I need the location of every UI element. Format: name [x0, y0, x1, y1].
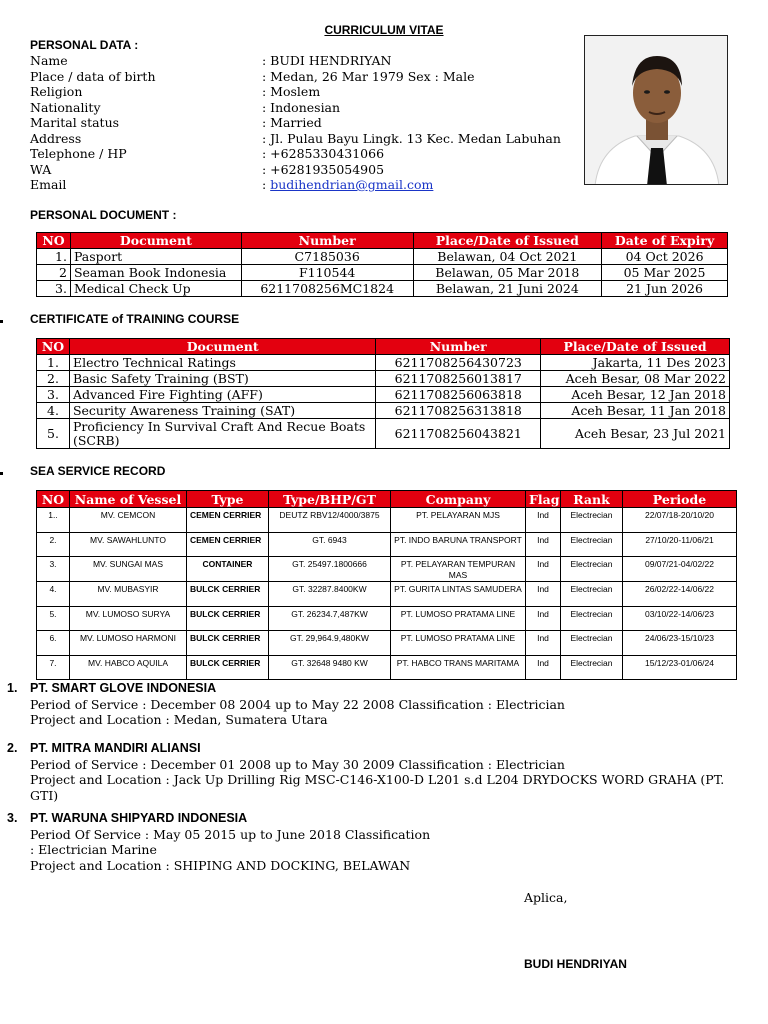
table-row	[37, 355, 730, 371]
personal-document-heading: PERSONAL DOCUMENT :	[30, 208, 177, 222]
table-row	[37, 265, 728, 281]
table-cell: 2.	[37, 371, 70, 387]
table-cell: MV. MUBASYIR	[70, 582, 187, 607]
table-cell: 22/07/18-20/10/20	[623, 508, 737, 533]
table-cell: BULCK CERRIER	[187, 582, 269, 607]
experience-detail: GTI)	[30, 787, 59, 803]
table-row	[37, 387, 730, 403]
sea-service-heading: SEA SERVICE RECORD	[30, 464, 166, 478]
column-header: Document	[70, 233, 241, 249]
table-cell: Aceh Besar, 12 Jan 2018	[541, 387, 730, 403]
table-cell: 1..	[37, 508, 70, 533]
profile-photo	[584, 35, 728, 185]
table-cell: Ind	[526, 631, 561, 656]
table-cell: GT. 25497.1800666	[269, 557, 391, 582]
table-cell: GT. 32648 9480 KW	[269, 655, 391, 680]
table-cell: CEMEN CERRIER	[187, 508, 269, 533]
table-cell: MV. CEMCON	[70, 508, 187, 533]
table-row	[37, 606, 737, 631]
table-cell: 6.	[37, 631, 70, 656]
email-link[interactable]: budihendrian@gmail.com	[270, 177, 434, 192]
field-value: : BUDI HENDRIYAN	[262, 53, 392, 68]
field-value: : Moslem	[262, 84, 321, 99]
table-cell: PT. GURITA LINTAS SAMUDERA	[391, 582, 526, 607]
experience-company: PT. WARUNA SHIPYARD INDONESIA	[30, 811, 248, 825]
table-cell: Basic Safety Training (BST)	[69, 371, 375, 387]
table-cell: MV. SUNGAI MAS	[70, 557, 187, 582]
field-value: : Medan, 26 Mar 1979 Sex : Male	[262, 68, 475, 84]
column-header: Rank	[561, 491, 623, 508]
table-cell: 04 Oct 2026	[602, 249, 728, 265]
column-header: Flag	[526, 491, 561, 508]
experience-detail: Project and Location : SHIPING AND DOCKING, BELAWAN	[30, 857, 411, 873]
training-table	[36, 338, 730, 449]
training-heading: CERTIFICATE of TRAINING COURSE	[30, 312, 240, 326]
table-cell: Security Awareness Training (SAT)	[69, 403, 375, 419]
experience-number: 2.	[7, 741, 18, 755]
table-row	[37, 281, 728, 297]
table-cell: C7185036	[241, 249, 413, 265]
table-cell: Aceh Besar, 08 Mar 2022	[541, 371, 730, 387]
table-cell: Electro Technical Ratings	[69, 355, 375, 371]
table-cell: MV. LUMOSO SURYA	[70, 606, 187, 631]
table-cell: Ind	[526, 508, 561, 533]
table-row	[37, 655, 737, 680]
table-cell: PT. LUMOSO PRATAMA LINE	[391, 631, 526, 656]
experience-detail: : Electrician Marine	[30, 842, 157, 857]
email-prefix: :	[262, 177, 271, 192]
table-cell: Ind	[526, 606, 561, 631]
table-cell: CONTAINER	[187, 557, 269, 582]
table-cell: 24/06/23-15/10/23	[623, 631, 737, 656]
table-cell: Belawan, 05 Mar 2018	[413, 265, 602, 281]
table-cell: Electrecian	[561, 508, 623, 533]
column-header: Place/Date of Issued	[413, 233, 602, 249]
experience-number: 1.	[7, 681, 18, 695]
table-cell: PT. LUMOSO PRATAMA LINE	[391, 606, 526, 631]
table-cell: 03/10/22-14/06/23	[623, 606, 737, 631]
table-cell: Jakarta, 11 Des 2023	[541, 355, 730, 371]
experience-detail: Period of Service : December 08 2004 up to May 22 2008 Classification : Electrician	[30, 696, 565, 712]
column-header: Number	[241, 233, 413, 249]
table-cell: MV. SAWAHLUNTO	[70, 532, 187, 557]
field-label: Marital status	[30, 115, 120, 130]
table-cell: Electrecian	[561, 582, 623, 607]
experience-number: 3.	[7, 811, 18, 825]
field-value: : +6281935054905	[262, 161, 385, 177]
table-cell: 3.	[37, 557, 70, 582]
column-header: Company	[391, 491, 526, 508]
column-header: NO	[37, 233, 71, 249]
table-cell: PT. HABCO TRANS MARITAMA	[391, 655, 526, 680]
column-header: Name of Vessel	[70, 491, 187, 508]
table-cell: 6211708256063818	[376, 387, 541, 403]
column-header: Date of Expiry	[602, 233, 728, 249]
table-cell: Electrecian	[561, 557, 623, 582]
table-cell: 27/10/20-11/06/21	[623, 532, 737, 557]
experience-company: PT. MITRA MANDIRI ALIANSI	[30, 741, 201, 755]
personal-document-table	[36, 232, 728, 297]
table-cell: Ind	[526, 655, 561, 680]
experience-detail: Project and Location : Medan, Sumatera Utara	[30, 712, 328, 727]
table-row	[37, 403, 730, 419]
table-cell: 05 Mar 2025	[602, 265, 728, 281]
table-cell: Medical Check Up	[70, 281, 241, 297]
experience-detail: Period Of Service : May 05 2015 up to June 2018 Classification	[30, 826, 431, 842]
table-cell: 21 Jun 2026	[602, 281, 728, 297]
table-cell: 5.	[37, 419, 70, 449]
table-row	[37, 532, 737, 557]
field-value: : Indonesian	[262, 99, 341, 115]
field-label: Telephone / HP	[30, 146, 127, 161]
table-cell: Aceh Besar, 23 Jul 2021	[541, 419, 730, 449]
table-cell: Pasport	[70, 249, 241, 265]
table-row	[37, 508, 737, 533]
table-row	[37, 249, 728, 265]
table-cell: Electrecian	[561, 606, 623, 631]
table-cell: Electrecian	[561, 532, 623, 557]
field-label: Nationality	[30, 99, 101, 115]
table-cell: CEMEN CERRIER	[187, 532, 269, 557]
email-label: Email	[30, 177, 67, 192]
person-photo-icon	[585, 36, 728, 185]
table-row	[37, 419, 730, 449]
table-cell: 2	[37, 265, 71, 281]
page-title: CURRICULUM VITAE	[324, 23, 444, 37]
field-label: Name	[30, 53, 68, 68]
table-cell: 1.	[37, 249, 71, 265]
bullet-dot	[0, 472, 3, 475]
table-cell: Electrecian	[561, 655, 623, 680]
table-row	[37, 631, 737, 656]
field-value: : Jl. Pulau Bayu Lingk. 13 Kec. Medan Labuhan	[262, 130, 561, 146]
field-label: Place / data of birth	[30, 68, 156, 84]
table-cell: Ind	[526, 532, 561, 557]
table-cell: 4.	[37, 582, 70, 607]
table-cell: BULCK CERRIER	[187, 655, 269, 680]
table-cell: Proficiency In Survival Craft And Recue Boats (SCRB)	[69, 419, 375, 449]
field-value: : +6285330431066	[262, 146, 385, 161]
table-cell: MV. LUMOSO HARMONI	[70, 631, 187, 656]
column-header: Type	[187, 491, 269, 508]
table-cell: MV. HABCO AQUILA	[70, 655, 187, 680]
table-cell: GT. 26234.7,487KW	[269, 606, 391, 631]
experience-detail: Project and Location : Jack Up Drilling Rig MSC-C146-X100-D L201 s.d L204 DRYDOCKS WORD GRAHA (PT.	[30, 772, 725, 787]
column-header: Periode	[623, 491, 737, 508]
table-cell: GT. 32287.8400KW	[269, 582, 391, 607]
experience-detail: Period of Service : December 01 2008 up to May 30 2009 Classification : Electrician	[30, 756, 565, 772]
table-cell: DEUTZ RBV12/4000/3875	[269, 508, 391, 533]
table-cell: 6211708256430723	[376, 355, 541, 371]
table-cell: GT. 29,964.9,480KW	[269, 631, 391, 656]
signature-name: BUDI HENDRIYAN	[524, 957, 627, 971]
table-cell: BULCK CERRIER	[187, 606, 269, 631]
table-cell: Belawan, 21 Juni 2024	[413, 281, 602, 297]
experience-company: PT. SMART GLOVE INDONESIA	[30, 681, 217, 695]
table-cell: 3.	[37, 281, 71, 297]
personal-data-heading: PERSONAL DATA :	[30, 38, 139, 52]
field-value: : Married	[262, 115, 322, 130]
table-cell: 6211708256013817	[376, 371, 541, 387]
table-cell: Aceh Besar, 11 Jan 2018	[541, 403, 730, 419]
field-label: WA	[30, 161, 52, 177]
column-header: NO	[37, 491, 70, 508]
sea-service-table	[36, 490, 737, 680]
table-cell: Advanced Fire Fighting (AFF)	[69, 387, 375, 403]
table-row	[37, 582, 737, 607]
column-header: Type/BHP/GT	[269, 491, 391, 508]
table-cell: 2.	[37, 532, 70, 557]
field-label: Religion	[30, 84, 83, 99]
table-cell: Ind	[526, 557, 561, 582]
table-cell: Belawan, 04 Oct 2021	[413, 249, 602, 265]
table-cell: Seaman Book Indonesia	[70, 265, 241, 281]
table-cell: PT. INDO BARUNA TRANSPORT	[391, 532, 526, 557]
column-header: Place/Date of Issued	[541, 339, 730, 355]
table-cell: 6211708256043821	[376, 419, 541, 449]
table-cell: 6211708256MC1824	[241, 281, 413, 297]
column-header: NO	[37, 339, 70, 355]
table-cell: Electrecian	[561, 631, 623, 656]
table-cell: 4.	[37, 403, 70, 419]
email-field	[262, 177, 433, 193]
table-cell: 1.	[37, 355, 70, 371]
column-header: Number	[376, 339, 541, 355]
table-cell: PT. PELAYARAN TEMPURAN MAS	[391, 557, 526, 582]
table-cell: F110544	[241, 265, 413, 281]
table-cell: 15/12/23-01/06/24	[623, 655, 737, 680]
closing-text: Aplica,	[524, 890, 568, 905]
table-cell: 6211708256313818	[376, 403, 541, 419]
table-cell: BULCK CERRIER	[187, 631, 269, 656]
table-cell: 09/07/21-04/02/22	[623, 557, 737, 582]
table-cell: 26/02/22-14/06/22	[623, 582, 737, 607]
table-cell: GT. 6943	[269, 532, 391, 557]
table-cell: 7.	[37, 655, 70, 680]
table-row	[37, 371, 730, 387]
table-cell: PT. PELAYARAN MJS	[391, 508, 526, 533]
table-cell: Ind	[526, 582, 561, 607]
table-row	[37, 557, 737, 582]
bullet-dot	[0, 320, 3, 323]
field-label: Address	[30, 130, 82, 146]
table-cell: 5.	[37, 606, 70, 631]
column-header: Document	[69, 339, 375, 355]
table-cell: 3.	[37, 387, 70, 403]
